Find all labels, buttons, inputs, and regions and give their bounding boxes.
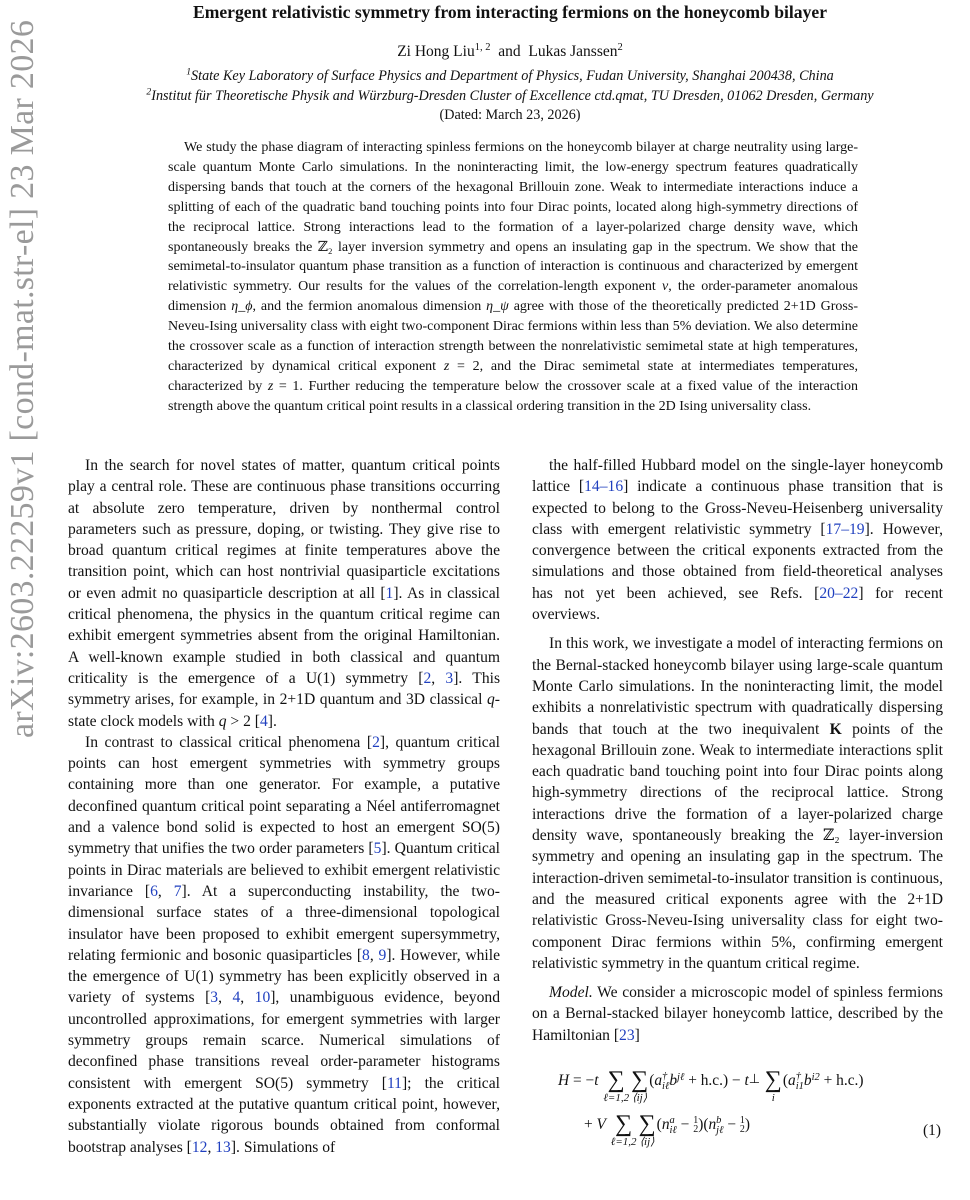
- text-run: , and the fermion anomalous dimension: [252, 299, 487, 315]
- citation-link[interactable]: 13: [215, 1138, 231, 1156]
- text-run: ]. As in classical critical phenomena, the physics in the quantum critical regime can exhibit emergent symmetries absent from the original Hamiltonian. A well-known example studied in both classical and quantum criticality is the emergence of a U(1) symmetry [: [68, 584, 500, 687]
- text-run: , the order-parameter anomalous dimension: [168, 279, 858, 315]
- author-affiliation-mark: 2: [617, 41, 623, 53]
- citation-link[interactable]: 9: [378, 946, 387, 964]
- text-run: ]. At a superconducting instability, the two-dimensional surface states of a three-dimensional topological insulator have been proposed to exhibit emergent supersymmetry, relating fermionic and bosonic quasiparticles [: [68, 882, 500, 964]
- right-column-text: [532, 455, 943, 1046]
- text-run: ].: [267, 712, 277, 730]
- text-run: ] for recent overviews.: [532, 584, 943, 624]
- text-run: ]: [634, 1026, 640, 1044]
- abstract: [168, 138, 858, 417]
- citation-link[interactable]: 3: [210, 989, 219, 1007]
- equation-number: (1): [923, 1122, 941, 1140]
- citation-link[interactable]: 1: [385, 584, 394, 602]
- text-run: In contrast to classical critical phenomena [: [85, 733, 373, 751]
- author-list: [60, 42, 960, 62]
- text-run: ], quantum critical points can host emergent symmetries with symmetry groups containing more than one generator. For example, a putative deconfined quantum critical point separating a Néel antiferromagnet and a valence bond solid is expected to host an emergent SO(5) symmetry that unifies the two order parameters [: [68, 733, 500, 858]
- text-run: In the search for novel states of matter, quantum critical points play a central role. These are continuous phase transitions occurring at absolute zero temperature, driven by nonthermal control parameters such as pressure, doping, or twisting. They give rise to broad quantum critical regimes at finite temperatures above the transition point, which can host nontrivial quasiparticle excitations or even admit no quasiparticle description at all [: [68, 457, 500, 602]
- affiliation-text: Institut für Theoretische Physik and Würzburg-Dresden Cluster of Excellence ctd.qmat, TU Dresden, 01062 Dresden, Germany: [151, 88, 874, 104]
- text-run: In this work, we investigate a model of interacting fermions on the Bernal-stacked honeycomb bilayer using large-scale quantum Monte Carlo simulations. In the noninteracting limit, the model exhibits a nonrelativistic spectrum with quadratically dispersing bands that touch at the two inequivalent: [532, 635, 943, 738]
- citation-link[interactable]: 2: [372, 733, 380, 751]
- math-symbol: Model.: [549, 984, 593, 1002]
- text-run: We study the phase diagram of interacting spinless fermions on the honeycomb bilayer at charge neutrality using large-scale quantum Monte Carlo simulations. In the noninteracting limit, the low-energy spectrum features quadratically dispersing bands that touch at the corners of the hexagonal Brillouin zone. Weak to intermediate interactions induce a splitting of each of the quadratic band touching points into four Dirac points, located along high-symmetry directions of the reciprocal lattice. Strong interactions lead to the formation of a layer-polarized charge density wave, which spontaneously breaks the ℤ₂ layer inversion symmetry and opens an insulating gap in the spectrum. We show that the semimetal-to-insulator quantum phase transition as a function of interaction is continuous and characterized by emergent relativistic symmetry. Our results for the values of the correlation-length exponent: [168, 140, 858, 295]
- arxiv-stamp: arXiv:2603.22259v1 [cond-mat.str-el] 23 Mar 2026: [4, 19, 41, 738]
- paragraph: [68, 455, 500, 732]
- affiliation-text: State Key Laboratory of Surface Physics and Department of Physics, Fudan University, Shanghai 200438, China: [191, 68, 834, 84]
- text-run: -state clock models with: [68, 691, 500, 730]
- math-symbol: ν: [661, 279, 669, 295]
- affiliation: [60, 87, 960, 106]
- text-run: ]. However, convergence between the critical exponents extracted from the simulations and those obtained from field-theoretical analyses has not yet been achieved, see Refs. [: [532, 520, 944, 602]
- citation-link[interactable]: 23: [619, 1026, 635, 1044]
- math-symbol: q: [218, 712, 227, 730]
- text-run: ] indicate a continuous phase transition that is expected to belong to the Gross-Neveu-Heisenberg universality class with emergent relativistic symmetry [: [532, 478, 944, 538]
- equation-hamiltonian: [532, 1067, 943, 1160]
- text-run: ,: [218, 989, 233, 1007]
- citation-link[interactable]: 20–22: [819, 584, 859, 602]
- text-run: > 2 [: [226, 712, 260, 730]
- affiliation-mark: 1: [186, 66, 192, 78]
- text-run: agree with those of the theoretically predicted 2+1D Gross-Neveu-Ising universality class with eight two-component Dirac fermions within less than 5% deviation. We also determine the crossover scale as a function of interaction strength between the nonrelativistic semimetal state at high temperatures, characterized by dynamical critical exponent: [168, 299, 858, 374]
- dated-line: (Dated: March 23, 2026): [439, 107, 581, 123]
- text-run: ]. This symmetry arises, for example, in 2+1D quantum and 3D classical: [68, 669, 501, 709]
- text-run: ]. Quantum critical points in Dirac materials are believed to exhibit emergent relativistic invariance [: [68, 840, 500, 900]
- paragraph: [532, 455, 943, 625]
- paragraph: [532, 633, 943, 974]
- citation-link[interactable]: 4: [232, 989, 241, 1007]
- author-name: Zi Hong Liu: [397, 43, 475, 60]
- citation-link[interactable]: 17–19: [825, 520, 865, 538]
- math-symbol: η_ϕ: [231, 299, 253, 315]
- affiliation: [60, 67, 960, 86]
- citation-link[interactable]: 2: [423, 669, 432, 687]
- text-run: = 1. Further reducing the temperature below the crossover scale at a fixed value of the interaction strength above the quantum critical point results in a classical ordering transition in the 2D Ising universality class.: [168, 378, 858, 414]
- citation-link[interactable]: 4: [260, 712, 268, 730]
- author-name: Lukas Janssen: [528, 43, 618, 60]
- right-column: [532, 455, 943, 1160]
- citation-link[interactable]: 12: [191, 1138, 208, 1156]
- equation-line-2: + V ∑ ℓ=1,2 ∑ ⟨ij⟩ ( n a iℓ − 1 2 )( n b jℓ − 1 2 ): [584, 1111, 750, 1149]
- citation-link[interactable]: 6: [150, 882, 158, 900]
- author-separator: and: [498, 43, 521, 60]
- paragraph: [68, 732, 500, 1158]
- author-affiliation-mark: 1, 2: [474, 41, 491, 53]
- text-run: ,: [431, 669, 446, 687]
- text-run: ]; the critical exponents extracted at the putative quantum critical point, however, substantially violate rigorous bounds obtained from conformal bootstrap analyses [: [68, 1074, 500, 1156]
- text-run: ,: [207, 1138, 216, 1156]
- affiliation-mark: 2: [146, 86, 152, 98]
- text-run: ,: [240, 989, 255, 1007]
- equation-line-1: H = − t ∑ ℓ=1,2 ∑ ⟨ij⟩ ( a † iℓ b $^{j\ell}$ + h.c.) − t ⊥ ∑ i ( a † i1 b $^{i2}$ + h.c.): [558, 1067, 864, 1105]
- text-run: ]. Simulations of: [230, 1138, 336, 1156]
- paragraph: [532, 982, 943, 1046]
- text-run: the half-filled Hubbard model on the single-layer honeycomb lattice [: [532, 457, 943, 496]
- text-run: ]. However, while the emergence of U(1) symmetry has been explicitly observed in a variety of systems [: [68, 946, 501, 1007]
- text-run: ], unambiguous evidence, beyond uncontrolled approximations, for emergent symmetries with larger symmetry groups remain scarce. Numerical simulations of deconfined phase transitions reveal order-parameter histograms consistent with emergent SO(5) symmetry [: [68, 989, 500, 1092]
- left-column: [68, 455, 500, 1158]
- math-symbol: η_ψ: [486, 299, 509, 315]
- math-symbol: z: [267, 378, 274, 394]
- citation-link[interactable]: 5: [373, 840, 382, 858]
- text-run: points of the hexagonal Brillouin zone. Weak to intermediate interactions split each quadratic band touching point into four Dirac points along high-symmetry directions of the reciprocal lattice. Strong interactions drive the formation of a layer-polarized charge density wave, spontaneously breaking the ℤ₂ layer-inversion symmetry and opening an insulating gap in the spectrum. The interaction-driven semimetal-to-insulator transition is continuous, and the measured critical exponents agree with the 2+1D relativistic Gross-Neveu-Ising universality class for eight two-component Dirac fermions within 5%, confirming emergent relativistic symmetry in the quantum critical regime.: [532, 720, 943, 972]
- paper-title: Emergent relativistic symmetry from interacting fermions on the honeycomb bilayer: [192, 2, 828, 22]
- citation-link[interactable]: 10: [254, 989, 271, 1007]
- math-symbol: z: [443, 358, 450, 374]
- citation-link[interactable]: 3: [445, 669, 454, 687]
- text-run: ,: [157, 882, 174, 900]
- text-run: K: [829, 720, 842, 738]
- citation-link[interactable]: 7: [173, 882, 182, 900]
- text-run: = 2, and the Dirac semimetal state at intermediates temperatures, characterized by: [168, 358, 859, 394]
- text-run: We consider a microscopic model of spinless fermions on a Bernal-stacked bilayer honeycomb lattice, described by the Hamiltonian [: [532, 984, 943, 1044]
- math-symbol: q: [487, 691, 495, 709]
- citation-link[interactable]: 14–16: [584, 478, 624, 496]
- citation-link[interactable]: 8: [362, 946, 370, 964]
- citation-link[interactable]: 11: [386, 1074, 402, 1092]
- text-run: ,: [369, 946, 379, 964]
